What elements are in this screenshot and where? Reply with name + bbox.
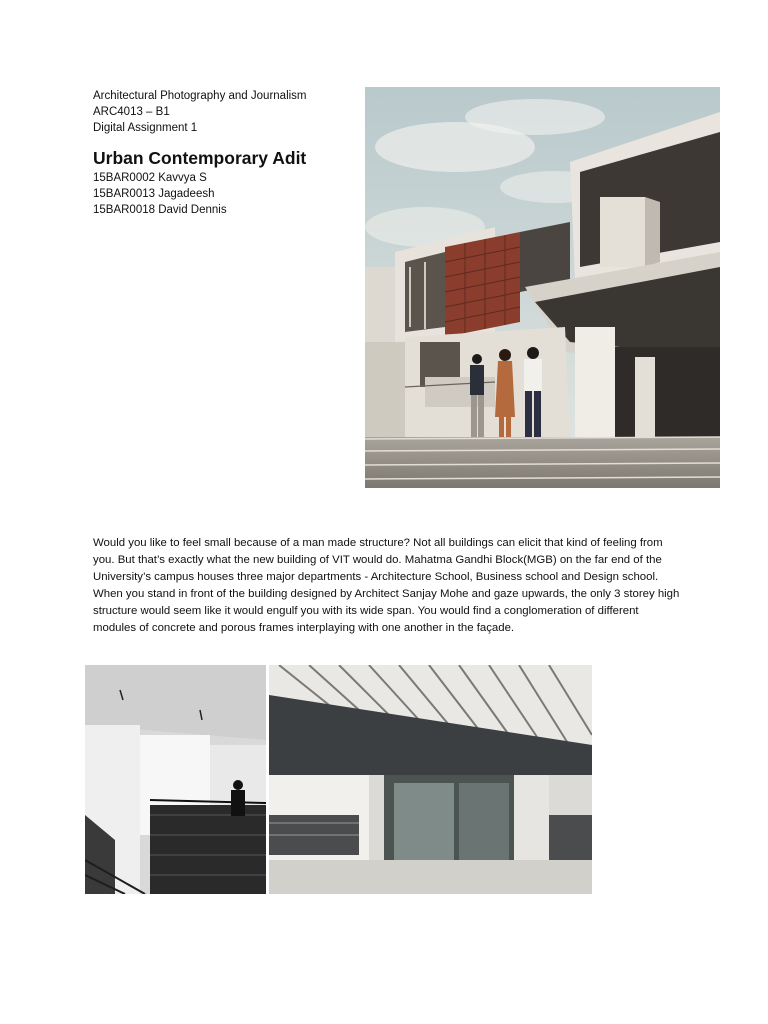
article-paragraph: Would you like to feel small because of a man made structure? Not all buildings can elicit that kind of feeling from you. But that’s exactly what the new building of VIT would do. Mahatma Gandhi Block(MGB) on the far end of the University’s campus houses three major departments - Architecture School, Business school and Design school. When you stand in front of the building designed by Architect Sanjay Mohe and gaze upwards, the only 3 storey high structure would seem like it would engulf you with its wide span. You would find a conglomeration of different modules of concrete and porous frames interplaying with one another in the façade.: [93, 537, 680, 634]
staircase-photo: [85, 665, 266, 894]
author-line: 15BAR0018 David Dennis: [93, 204, 227, 216]
course-code: ARC4013 – B1: [93, 106, 170, 118]
document-title: Urban Contemporary Adit: [93, 148, 307, 168]
assignment-label: Digital Assignment 1: [93, 122, 198, 134]
atrium-photo: [269, 665, 592, 894]
author-line: 15BAR0013 Jagadeesh: [93, 188, 215, 200]
course-name: Architectural Photography and Journalism: [93, 90, 307, 102]
author-line: 15BAR0002 Kavvya S: [93, 172, 207, 184]
building-facade-photo: [365, 87, 720, 488]
document-header: [93, 88, 353, 218]
